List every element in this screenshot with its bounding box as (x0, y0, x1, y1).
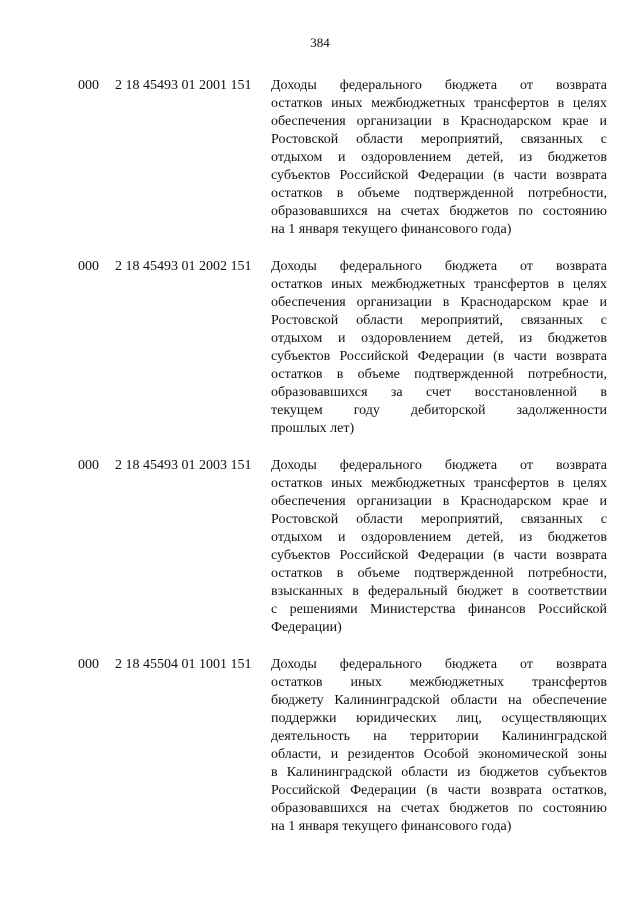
description-line: образовавшихся на счетах бюджетов по состоянию (271, 801, 607, 816)
admin-code: 000 (78, 458, 99, 473)
admin-code: 000 (78, 259, 99, 274)
description-line: субъектов Российской Федерации (в части возврата (271, 349, 607, 364)
description-line: субъектов Российской Федерации (в части возврата (271, 168, 607, 183)
description-line: Российской Федерации (в части возврата остатков, (271, 783, 607, 798)
description-line: деятельность на территории Калининградской (271, 729, 607, 744)
description-line: поддержки юридических лиц, осуществляющих (271, 711, 607, 726)
entry-description (271, 258, 607, 438)
admin-code: 000 (78, 657, 99, 672)
description-line: отдыхом и оздоровлением детей, из бюджетов (271, 331, 607, 346)
classification-entry (0, 457, 640, 637)
description-line: бюджету Калининградской области на обеспечение (271, 693, 607, 708)
budget-classification-code: 2 18 45493 01 2003 151 (115, 458, 252, 473)
description-line: остатков иных межбюджетных трансфертов в целях (271, 96, 607, 111)
description-line: обеспечения организации в Краснодарском крае и (271, 114, 607, 129)
description-line: взысканных в федеральный бюджет в соответствии (271, 584, 607, 599)
classification-entry (0, 77, 640, 239)
description-line: Доходы федерального бюджета от возврата (271, 259, 607, 274)
description-line: Ростовской области мероприятий, связанных с (271, 512, 607, 527)
description-line: прошлых лет) (271, 421, 355, 436)
description-line: Ростовской области мероприятий, связанных с (271, 313, 607, 328)
entry-description (271, 77, 607, 239)
description-line: остатков в объеме подтвержденной потребности, (271, 367, 607, 382)
classification-entry (0, 258, 640, 438)
description-line: Федерации) (271, 620, 342, 635)
description-line: текущем году дебиторской задолженности (271, 403, 607, 418)
description-line: образовавшихся на счетах бюджетов по состоянию (271, 204, 607, 219)
budget-classification-code: 2 18 45493 01 2001 151 (115, 78, 252, 93)
description-line: субъектов Российской Федерации (в части возврата (271, 548, 607, 563)
description-line: Доходы федерального бюджета от возврата (271, 78, 607, 93)
description-line: с решениями Министерства финансов Российской (271, 602, 607, 617)
description-line: остатков иных межбюджетных трансфертов в целях (271, 277, 607, 292)
classification-list (0, 77, 640, 855)
description-line: на 1 января текущего финансового года) (271, 222, 512, 237)
description-line: обеспечения организации в Краснодарском крае и (271, 295, 607, 310)
classification-entry (0, 656, 640, 836)
description-line: остатков в объеме подтвержденной потребности, (271, 186, 607, 201)
description-line: Доходы федерального бюджета от возврата (271, 458, 607, 473)
description-line: области, и резидентов Особой экономической зоны (271, 747, 607, 762)
description-line: Доходы федерального бюджета от возврата (271, 657, 607, 672)
description-line: остатков иных межбюджетных трансфертов (271, 675, 607, 690)
description-line: обеспечения организации в Краснодарском крае и (271, 494, 607, 509)
budget-classification-code: 2 18 45504 01 1001 151 (115, 657, 252, 672)
description-line: отдыхом и оздоровлением детей, из бюджетов (271, 150, 607, 165)
description-line: на 1 января текущего финансового года) (271, 819, 512, 834)
description-line: отдыхом и оздоровлением детей, из бюджетов (271, 530, 607, 545)
description-line: образовавшихся за счет восстановленной в (271, 385, 607, 400)
entry-description (271, 457, 607, 637)
description-line: в Калининградской области из бюджетов субъектов (271, 765, 607, 780)
description-line: остатков в объеме подтвержденной потребности, (271, 566, 607, 581)
entry-description (271, 656, 607, 836)
admin-code: 000 (78, 78, 99, 93)
page-number: 384 (310, 35, 330, 50)
description-line: Ростовской области мероприятий, связанных с (271, 132, 607, 147)
budget-classification-code: 2 18 45493 01 2002 151 (115, 259, 252, 274)
description-line: остатков иных межбюджетных трансфертов в целях (271, 476, 607, 491)
